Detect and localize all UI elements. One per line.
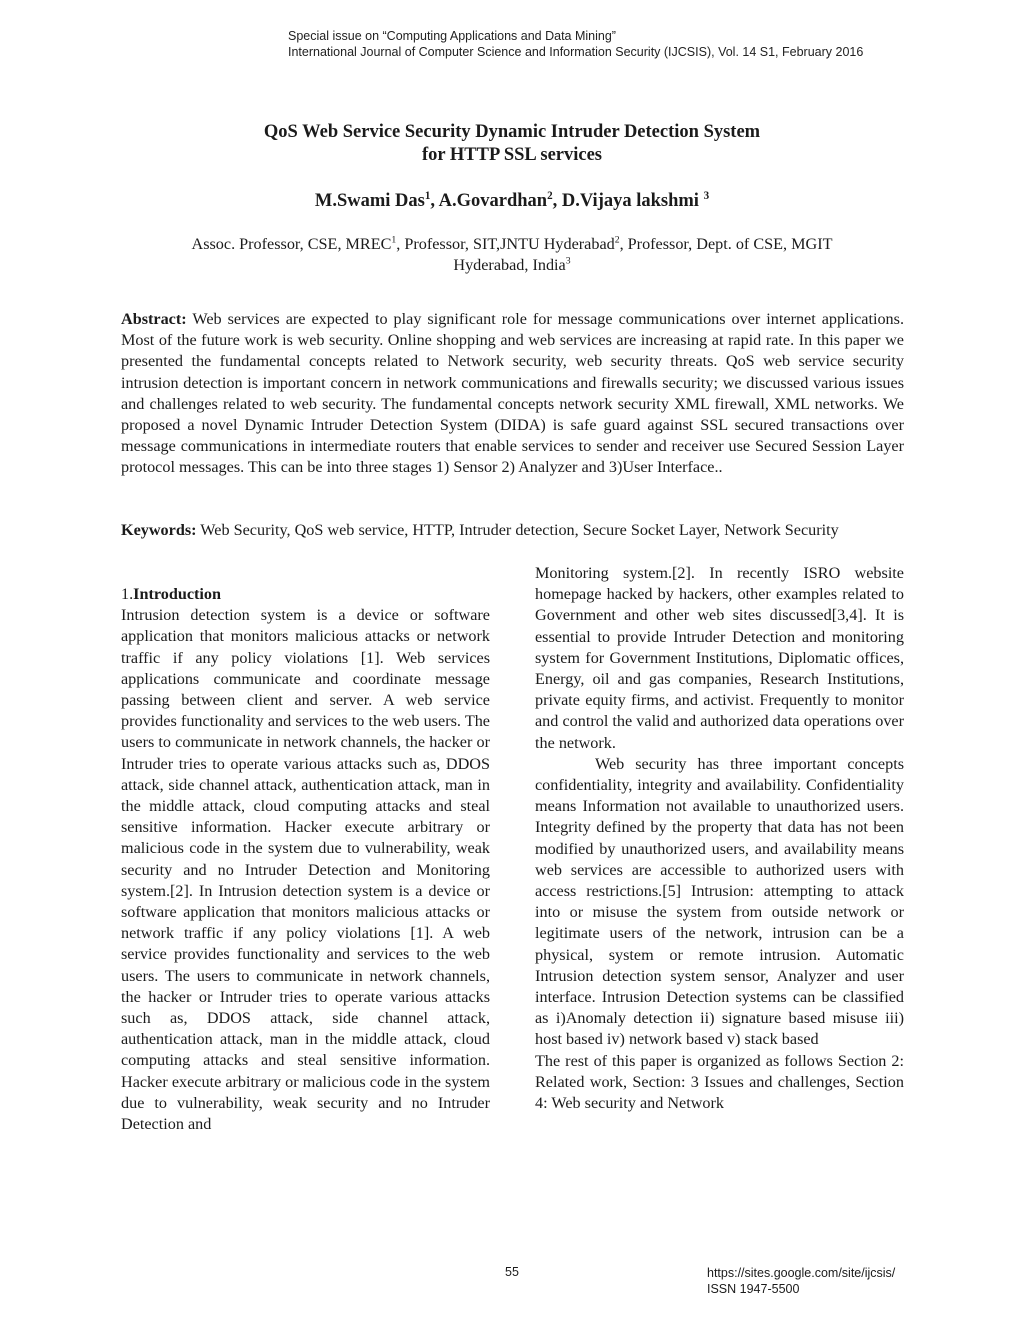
author-name: M.Swami Das xyxy=(314,191,425,211)
affiliation-text: Hyderabad, India xyxy=(453,256,566,274)
running-header xyxy=(288,28,863,60)
affiliation-superscript: 1 xyxy=(391,234,397,246)
author-name: A.Govardhan xyxy=(438,191,548,211)
section-number: 1. xyxy=(121,585,134,603)
right-column xyxy=(535,563,904,1114)
author-superscript: 3 xyxy=(703,189,710,202)
title-line-2: for HTTP SSL services xyxy=(421,145,603,165)
abstract-text: Web services are expected to play significant role for message communications over internet applications. Most of the future work is web security. Online shopping and web services are increasing at rapid rate. In this paper we presented the fundamental concepts related to Network security, web security threats. QoS web service security intrusion detection is important concern in network communications and firewalls security; we discussed various issues and challenges related to web security. The fundamental concepts network security XML firewall, XML networks. We proposed a novel Dynamic Intruder Detection System (DIDA) is safe guard against SSL secured transactions over message communications in intermediate routers that enable services to sender and receiver use Secured Session Layer protocol messages. This can be into three stages 1) Sensor 2) Analyzer and 3)User Interface.. xyxy=(121,310,904,477)
author-superscript: 2 xyxy=(547,189,553,202)
author-name: D.Vijaya lakshmi xyxy=(561,191,704,211)
abstract xyxy=(121,309,904,479)
organization-paragraph: The rest of this paper is organized as follows Section 2: Related work, Section: 3 Issues and challenges, Section 4: Web security and Network xyxy=(535,1051,904,1113)
affiliation-superscript: 2 xyxy=(614,234,620,246)
keywords-label: Keywords: xyxy=(121,521,197,539)
left-column xyxy=(121,584,490,1135)
intro-paragraph: Intrusion detection system is a device or software application that monitors malicious attacks or network traffic if any policy violations [1]. Web services applications communicate and coordinate message passing between client and server. A web service provides functionality and services to the web users. The users to communicate in network channels, the hacker or Intruder tries to operate various attacks such as, DDOS attack, side channel attack, authentication attack, man in the middle attack, cloud computing attacks and steal sensitive information. Hacker execute arbitrary or malicious code in the system due to vulnerability, weak security and no Intruder Detection and Monitoring system.[2]. In Intrusion detection system is a device or software application that monitors malicious attacks or network traffic if any policy violations [1]. A web service provides functionality and services to the web users. The users to communicate in network channels, the hacker or Intruder tries to operate various attacks such as, DDOS attack, side channel attack, authentication attack, man in the middle attack, cloud computing attacks and steal sensitive information. Hacker execute arbitrary or malicious code in the system due to vulnerability, weak security and no Intruder Detection and xyxy=(121,606,490,1134)
title-line-1: QoS Web Service Security Dynamic Intruder Detection System xyxy=(263,122,761,142)
keywords-text: Web Security, QoS web service, HTTP, Intruder detection, Secure Socket Layer, Network Security xyxy=(200,521,839,539)
abstract-label: Abstract: xyxy=(121,310,187,328)
issn: ISSN 1947-5500 xyxy=(707,1282,800,1296)
intro-paragraph-continued: Monitoring system.[2]. In recently ISRO website homepage hacked by hackers, other examples related to Government and other web sites discussed[3,4]. It is essential to provide Intruder Detection and monitoring system for Government Institutions, Diplomatic offices, Energy, oil and gas companies, Research Institutions, private equity firms, and activist. Frequently to monitor and control the valid and authorized data operations over the network. xyxy=(535,564,904,752)
footer-url-link[interactable]: https://sites.google.com/site/ijcsis/ xyxy=(707,1266,896,1280)
section-title: Introduction xyxy=(133,585,221,603)
affiliation-text: Assoc. Professor, CSE, MREC xyxy=(191,235,392,253)
paper-title xyxy=(0,121,1024,167)
page-number: 55 xyxy=(505,1265,519,1279)
affiliation xyxy=(0,234,1024,276)
keywords xyxy=(121,520,904,541)
journal-issue-line: Special issue on “Computing Applications and Data Mining” xyxy=(288,29,616,43)
affiliation-line-1 xyxy=(0,234,1024,255)
journal-name-line: International Journal of Computer Science and Information Security (IJCSIS), Vol. 14 S1, February 2016 xyxy=(288,45,864,59)
section-heading xyxy=(121,584,490,605)
footer-info xyxy=(707,1265,895,1297)
author-superscript: 1 xyxy=(424,189,431,202)
author-separator: , xyxy=(430,191,439,211)
affiliation-text: , Professor, Dept. of CSE, MGIT xyxy=(619,235,833,253)
web-security-paragraph: Web security has three important concepts confidentiality, integrity and availability. Confidentiality means Information not available to unauthorized users. Integrity defined by the property that data has not been modified by unauthorized users, and availability means web services are accessible to authorized users with access restrictions.[5] Intrusion: attempting to attack into or misuse the system from outside network or legitimate users of the network, intrusion can be a physical, system or remote intrusion. Automatic Intrusion detection system sensor, Analyzer and user interface. Intrusion Detection systems can be classified as i)Anomaly detection ii) signature based misuse iii) host based iv) network based v) stack based xyxy=(535,754,904,1049)
affiliation-text: , Professor, SIT,JNTU Hyderabad xyxy=(396,235,615,253)
author-list xyxy=(0,188,1024,214)
affiliation-superscript: 3 xyxy=(565,255,571,267)
author-separator: , xyxy=(552,191,562,211)
affiliation-line-2 xyxy=(0,255,1024,276)
